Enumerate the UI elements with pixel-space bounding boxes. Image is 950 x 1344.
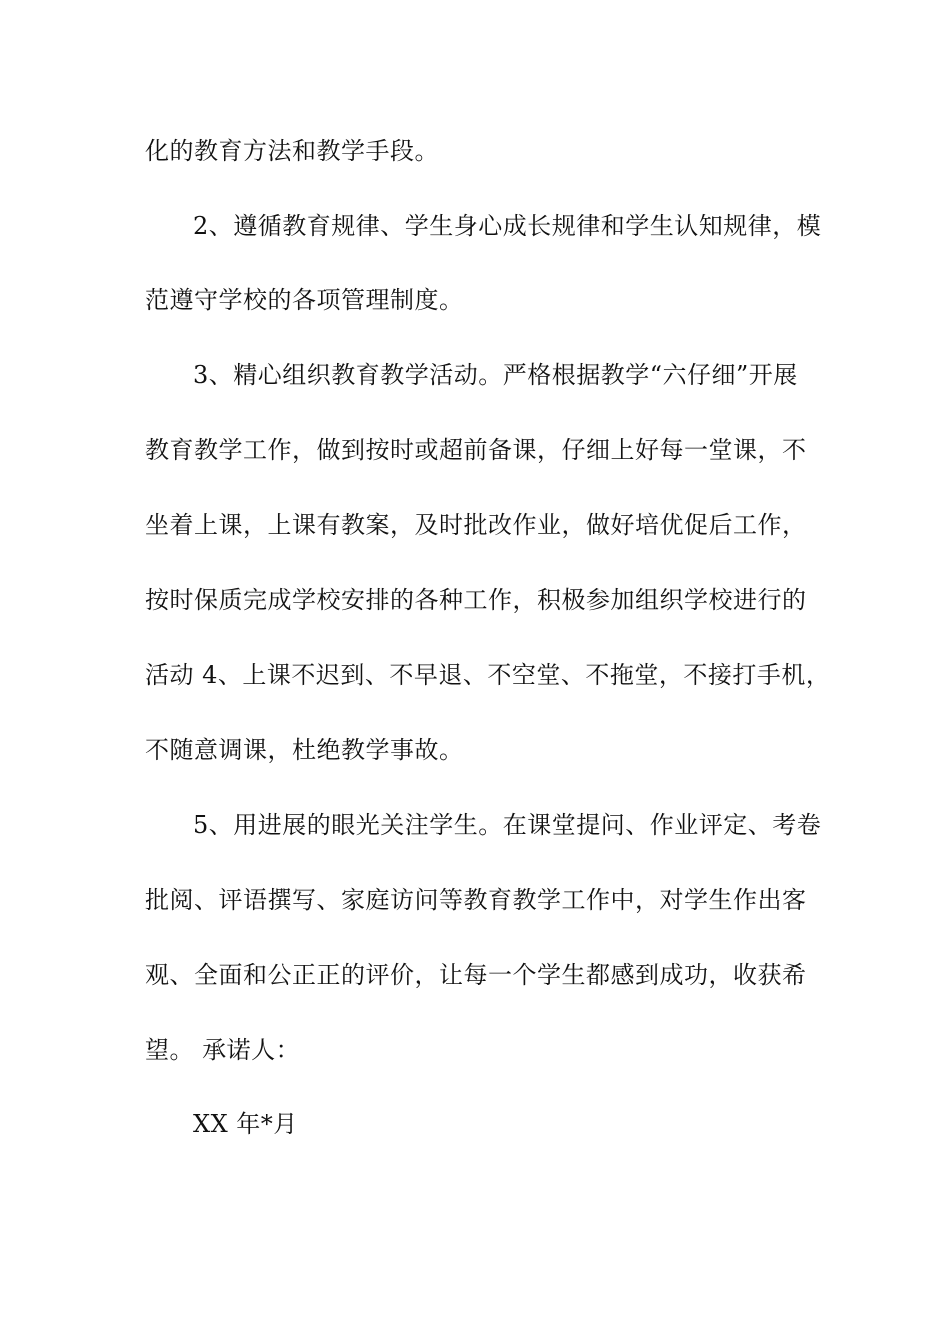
paragraph-line: 不随意调课，杜绝教学事故。 (145, 736, 464, 764)
date-line: XX 年*月 (193, 1110, 298, 1138)
paragraph-line: 活动 4、上课不迟到、不早退、不空堂、不拖堂，不接打手机， (145, 661, 831, 689)
paragraph-line: 化的教育方法和教学手段。 (145, 137, 439, 165)
paragraph-line: 教育教学工作，做到按时或超前备课，仔细上好每一堂课，不 (145, 436, 807, 464)
paragraph-line: 2、遵循教育规律、学生身心成长规律和学生认知规律，模 (193, 212, 822, 240)
paragraph-line: 5、用进展的眼光关注学生。在课堂提问、作业评定、考卷 (193, 811, 822, 839)
paragraph-line: 坐着上课，上课有教案，及时批改作业，做好培优促后工作， (145, 511, 807, 539)
paragraph-line: 按时保质完成学校安排的各种工作，积极参加组织学校进行的 (145, 586, 807, 614)
paragraph-line: 3、精心组织教育教学活动。严格根据教学“六仔细”开展 (193, 361, 798, 389)
paragraph-line: 范遵守学校的各项管理制度。 (145, 286, 464, 314)
paragraph-line: 批阅、评语撰写、家庭访问等教育教学工作中，对学生作出客 (145, 886, 807, 914)
signer-line: 望。 承诺人： (145, 1036, 301, 1064)
paragraph-line: 观、全面和公正正的评价，让每一个学生都感到成功，收获希 (145, 961, 807, 989)
